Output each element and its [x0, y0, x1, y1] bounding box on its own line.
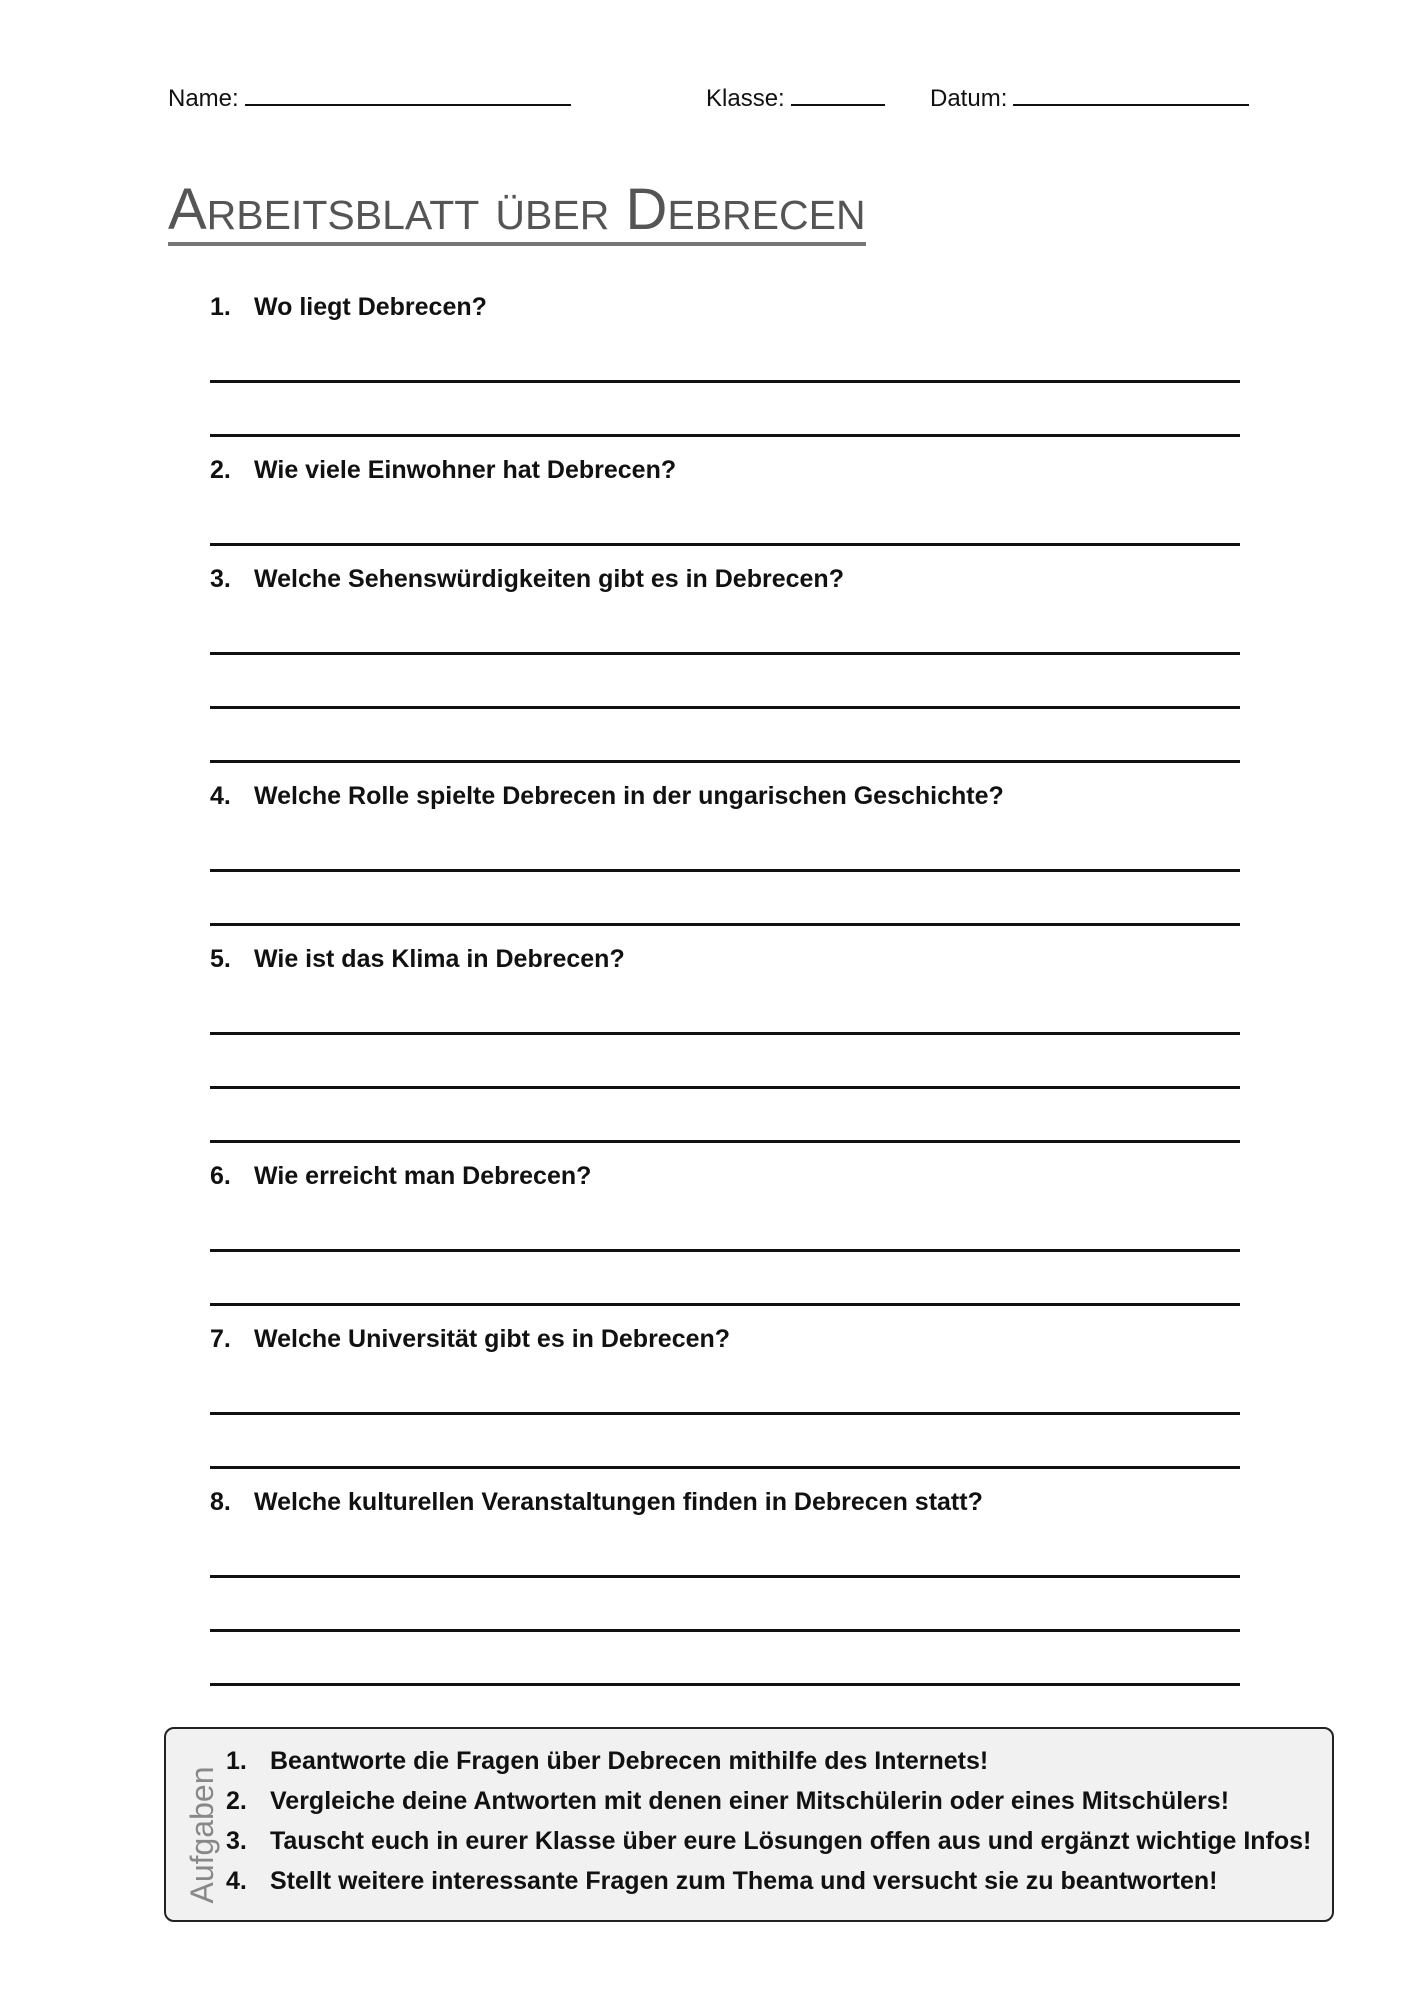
- question-number: 6.: [210, 1162, 231, 1190]
- task-item: [226, 1741, 1311, 1781]
- task-item: [226, 1781, 1311, 1821]
- answer-line[interactable]: [210, 1140, 1240, 1143]
- tasks-label: Aufgaben: [184, 1766, 220, 1904]
- task-number: 3.: [226, 1827, 247, 1855]
- task-item: [226, 1861, 1311, 1901]
- question-text: Welche Rolle spielte Debrecen in der ungarischen Geschichte?: [254, 782, 1004, 810]
- question-text: Welche Sehenswürdigkeiten gibt es in Debrecen?: [254, 565, 844, 593]
- answer-line[interactable]: [210, 869, 1240, 872]
- klasse-field[interactable]: [706, 84, 885, 113]
- question-text: Wie viele Einwohner hat Debrecen?: [254, 456, 677, 484]
- datum-label: Datum:: [930, 85, 1008, 112]
- question-2: [210, 455, 676, 485]
- answer-line[interactable]: [210, 1575, 1240, 1578]
- question-number: 4.: [210, 782, 231, 810]
- answer-line[interactable]: [210, 543, 1240, 546]
- answer-line[interactable]: [210, 706, 1240, 709]
- task-item: [226, 1821, 1311, 1861]
- answer-line[interactable]: [210, 1303, 1240, 1306]
- answer-line[interactable]: [210, 652, 1240, 655]
- tasks-list: [226, 1741, 1311, 1901]
- question-6: [210, 1161, 591, 1191]
- datum-field[interactable]: [930, 84, 1249, 113]
- question-5: [210, 944, 625, 974]
- question-text: Wie ist das Klima in Debrecen?: [254, 945, 625, 973]
- answer-line[interactable]: [210, 1032, 1240, 1035]
- name-field[interactable]: [168, 84, 571, 113]
- datum-blank-line[interactable]: [1013, 84, 1249, 106]
- klasse-blank-line[interactable]: [791, 84, 885, 106]
- question-text: Welche kulturellen Veranstaltungen finden in Debrecen statt?: [254, 1488, 983, 1516]
- answer-line[interactable]: [210, 1466, 1240, 1469]
- question-8: [210, 1487, 983, 1517]
- answer-line[interactable]: [210, 760, 1240, 763]
- answer-line[interactable]: [210, 1249, 1240, 1252]
- task-text: Vergleiche deine Antworten mit denen einer Mitschülerin oder eines Mitschülers!: [270, 1787, 1230, 1815]
- klasse-label: Klasse:: [706, 85, 785, 112]
- question-7: [210, 1324, 730, 1354]
- answer-line[interactable]: [210, 434, 1240, 437]
- question-text: Wo liegt Debrecen?: [254, 293, 487, 321]
- question-number: 5.: [210, 945, 231, 973]
- task-text: Tauscht euch in eurer Klasse über eure Lösungen offen aus und ergänzt wichtige Infos!: [270, 1827, 1312, 1855]
- answer-line[interactable]: [210, 1086, 1240, 1089]
- answer-line[interactable]: [210, 1412, 1240, 1415]
- question-text: Wie erreicht man Debrecen?: [254, 1162, 592, 1190]
- answer-line[interactable]: [210, 923, 1240, 926]
- task-number: 2.: [226, 1787, 247, 1815]
- page-title: Arbeitsblatt über Debrecen: [168, 180, 866, 246]
- question-text: Welche Universität gibt es in Debrecen?: [254, 1325, 731, 1353]
- answer-line[interactable]: [210, 1683, 1240, 1686]
- question-4: [210, 781, 1004, 811]
- question-number: 3.: [210, 565, 231, 593]
- task-number: 4.: [226, 1867, 247, 1895]
- question-1: [210, 292, 487, 322]
- question-number: 1.: [210, 293, 231, 321]
- answer-line[interactable]: [210, 380, 1240, 383]
- question-number: 8.: [210, 1488, 231, 1516]
- question-number: 2.: [210, 456, 231, 484]
- task-number: 1.: [226, 1747, 247, 1775]
- question-3: [210, 564, 844, 594]
- name-label: Name:: [168, 85, 239, 112]
- question-number: 7.: [210, 1325, 231, 1353]
- answer-line[interactable]: [210, 1629, 1240, 1632]
- tasks-box: [164, 1727, 1334, 1922]
- task-text: Beantworte die Fragen über Debrecen mithilfe des Internets!: [270, 1747, 989, 1775]
- name-blank-line[interactable]: [245, 84, 571, 106]
- task-text: Stellt weitere interessante Fragen zum Thema und versucht sie zu beantworten!: [270, 1867, 1218, 1895]
